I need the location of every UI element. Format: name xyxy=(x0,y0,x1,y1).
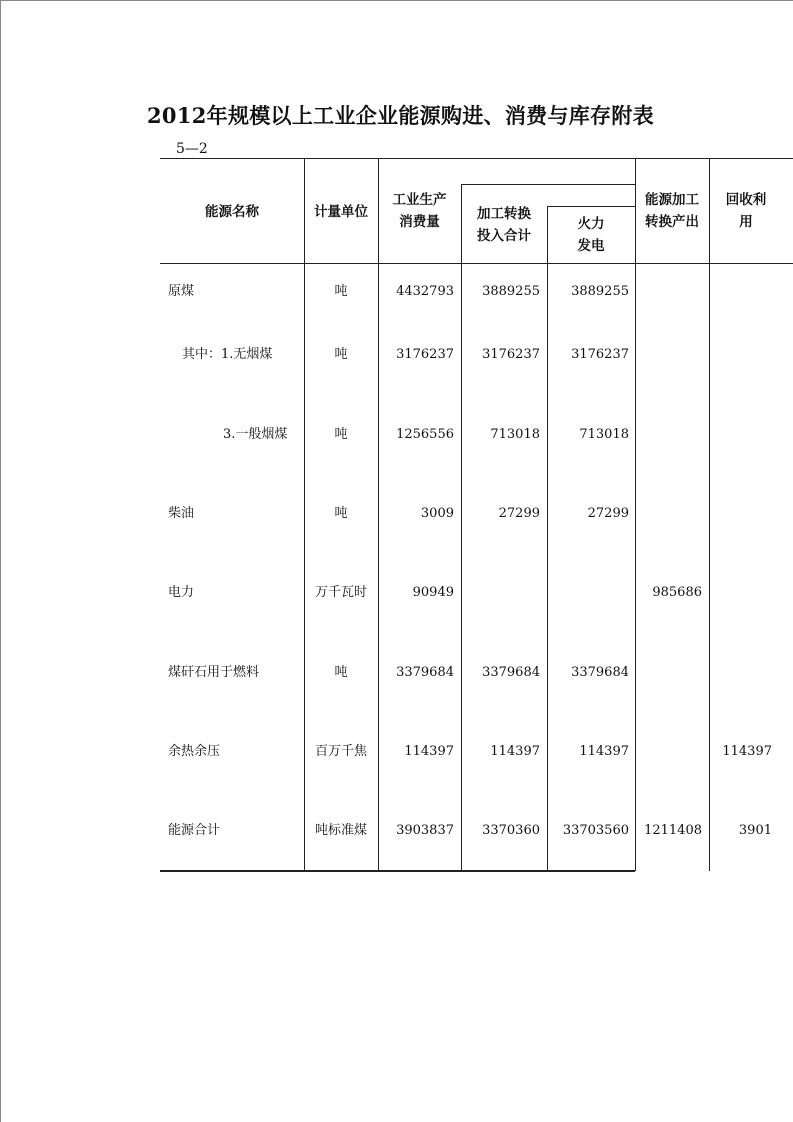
unit-cell: 吨 xyxy=(334,427,348,442)
unit-cell: 吨 xyxy=(334,665,348,680)
input-cell: 3176237 xyxy=(482,347,540,362)
thermal-cell: 27299 xyxy=(587,506,629,521)
consumption-cell: 3009 xyxy=(420,506,454,521)
unit-cell: 吨 xyxy=(334,506,348,521)
header-transform-output: 能源加工 转换产出 xyxy=(645,192,699,230)
input-cell: 3889255 xyxy=(482,284,540,299)
table-top-rule xyxy=(160,158,793,159)
unit-cell: 吨标准煤 xyxy=(314,823,367,838)
header-unit: 计量单位 xyxy=(314,204,368,220)
document-title: 2012年规模以上工业企业能源购进、消费与库存附表 xyxy=(147,103,654,128)
energy-name-cell: 柴油 xyxy=(168,506,195,521)
table-bottom-rule xyxy=(160,870,635,872)
input-cell: 27299 xyxy=(498,506,540,521)
unit-cell: 吨 xyxy=(334,347,348,362)
unit-cell: 万千瓦时 xyxy=(314,585,367,600)
header-energy-name: 能源名称 xyxy=(205,204,259,220)
consumption-cell: 3903837 xyxy=(396,823,454,838)
energy-name-cell: 其中：1.无烟煤 xyxy=(182,347,273,362)
header-transform-input: 加工转换 投入合计 xyxy=(477,206,531,244)
col-divider-4 xyxy=(547,206,548,871)
thermal-cell: 3379684 xyxy=(571,665,629,680)
input-cell: 3379684 xyxy=(482,665,540,680)
header-recycle: 回收利 用 xyxy=(725,192,767,230)
table-number: 5—2 xyxy=(176,141,208,157)
thermal-cell: 114397 xyxy=(579,744,629,759)
page-border-top xyxy=(0,0,793,1)
thermal-cell: 3889255 xyxy=(571,284,629,299)
consumption-cell: 3176237 xyxy=(396,347,454,362)
input-cell: 713018 xyxy=(490,427,540,442)
energy-name-cell: 余热余压 xyxy=(168,744,221,759)
col-divider-5 xyxy=(635,158,636,871)
input-cell: 114397 xyxy=(490,744,540,759)
thermal-cell: 713018 xyxy=(579,427,629,442)
output-cell: 985686 xyxy=(652,585,702,600)
header-consumption: 工业生产 消费量 xyxy=(392,192,447,230)
page-border-left xyxy=(0,0,1,1122)
consumption-cell: 1256556 xyxy=(396,427,454,442)
recycle-cell: 3901 xyxy=(738,823,772,838)
energy-name-cell: 能源合计 xyxy=(168,823,221,838)
header-thermal-rule xyxy=(547,206,636,207)
energy-name-cell: 3.一般烟煤 xyxy=(223,427,288,442)
thermal-cell: 3176237 xyxy=(571,347,629,362)
unit-cell: 吨 xyxy=(334,284,348,299)
energy-name-cell: 煤矸石用于燃料 xyxy=(168,665,260,680)
input-cell: 3370360 xyxy=(482,823,540,838)
header-bottom-rule xyxy=(160,263,793,264)
consumption-cell: 114397 xyxy=(404,744,454,759)
energy-name-cell: 电力 xyxy=(168,585,195,600)
header-subgroup-rule xyxy=(461,184,636,185)
output-cell: 1211408 xyxy=(644,823,702,838)
consumption-cell: 4432793 xyxy=(396,284,454,299)
header-thermal-power: 火力 发电 xyxy=(577,216,605,254)
energy-name-cell: 原煤 xyxy=(168,284,195,299)
unit-cell: 百万千焦 xyxy=(314,744,367,759)
thermal-cell: 33703560 xyxy=(562,823,629,838)
consumption-cell: 3379684 xyxy=(396,665,454,680)
recycle-cell: 114397 xyxy=(722,744,772,759)
col-divider-6 xyxy=(709,158,710,871)
consumption-cell: 90949 xyxy=(412,585,454,600)
